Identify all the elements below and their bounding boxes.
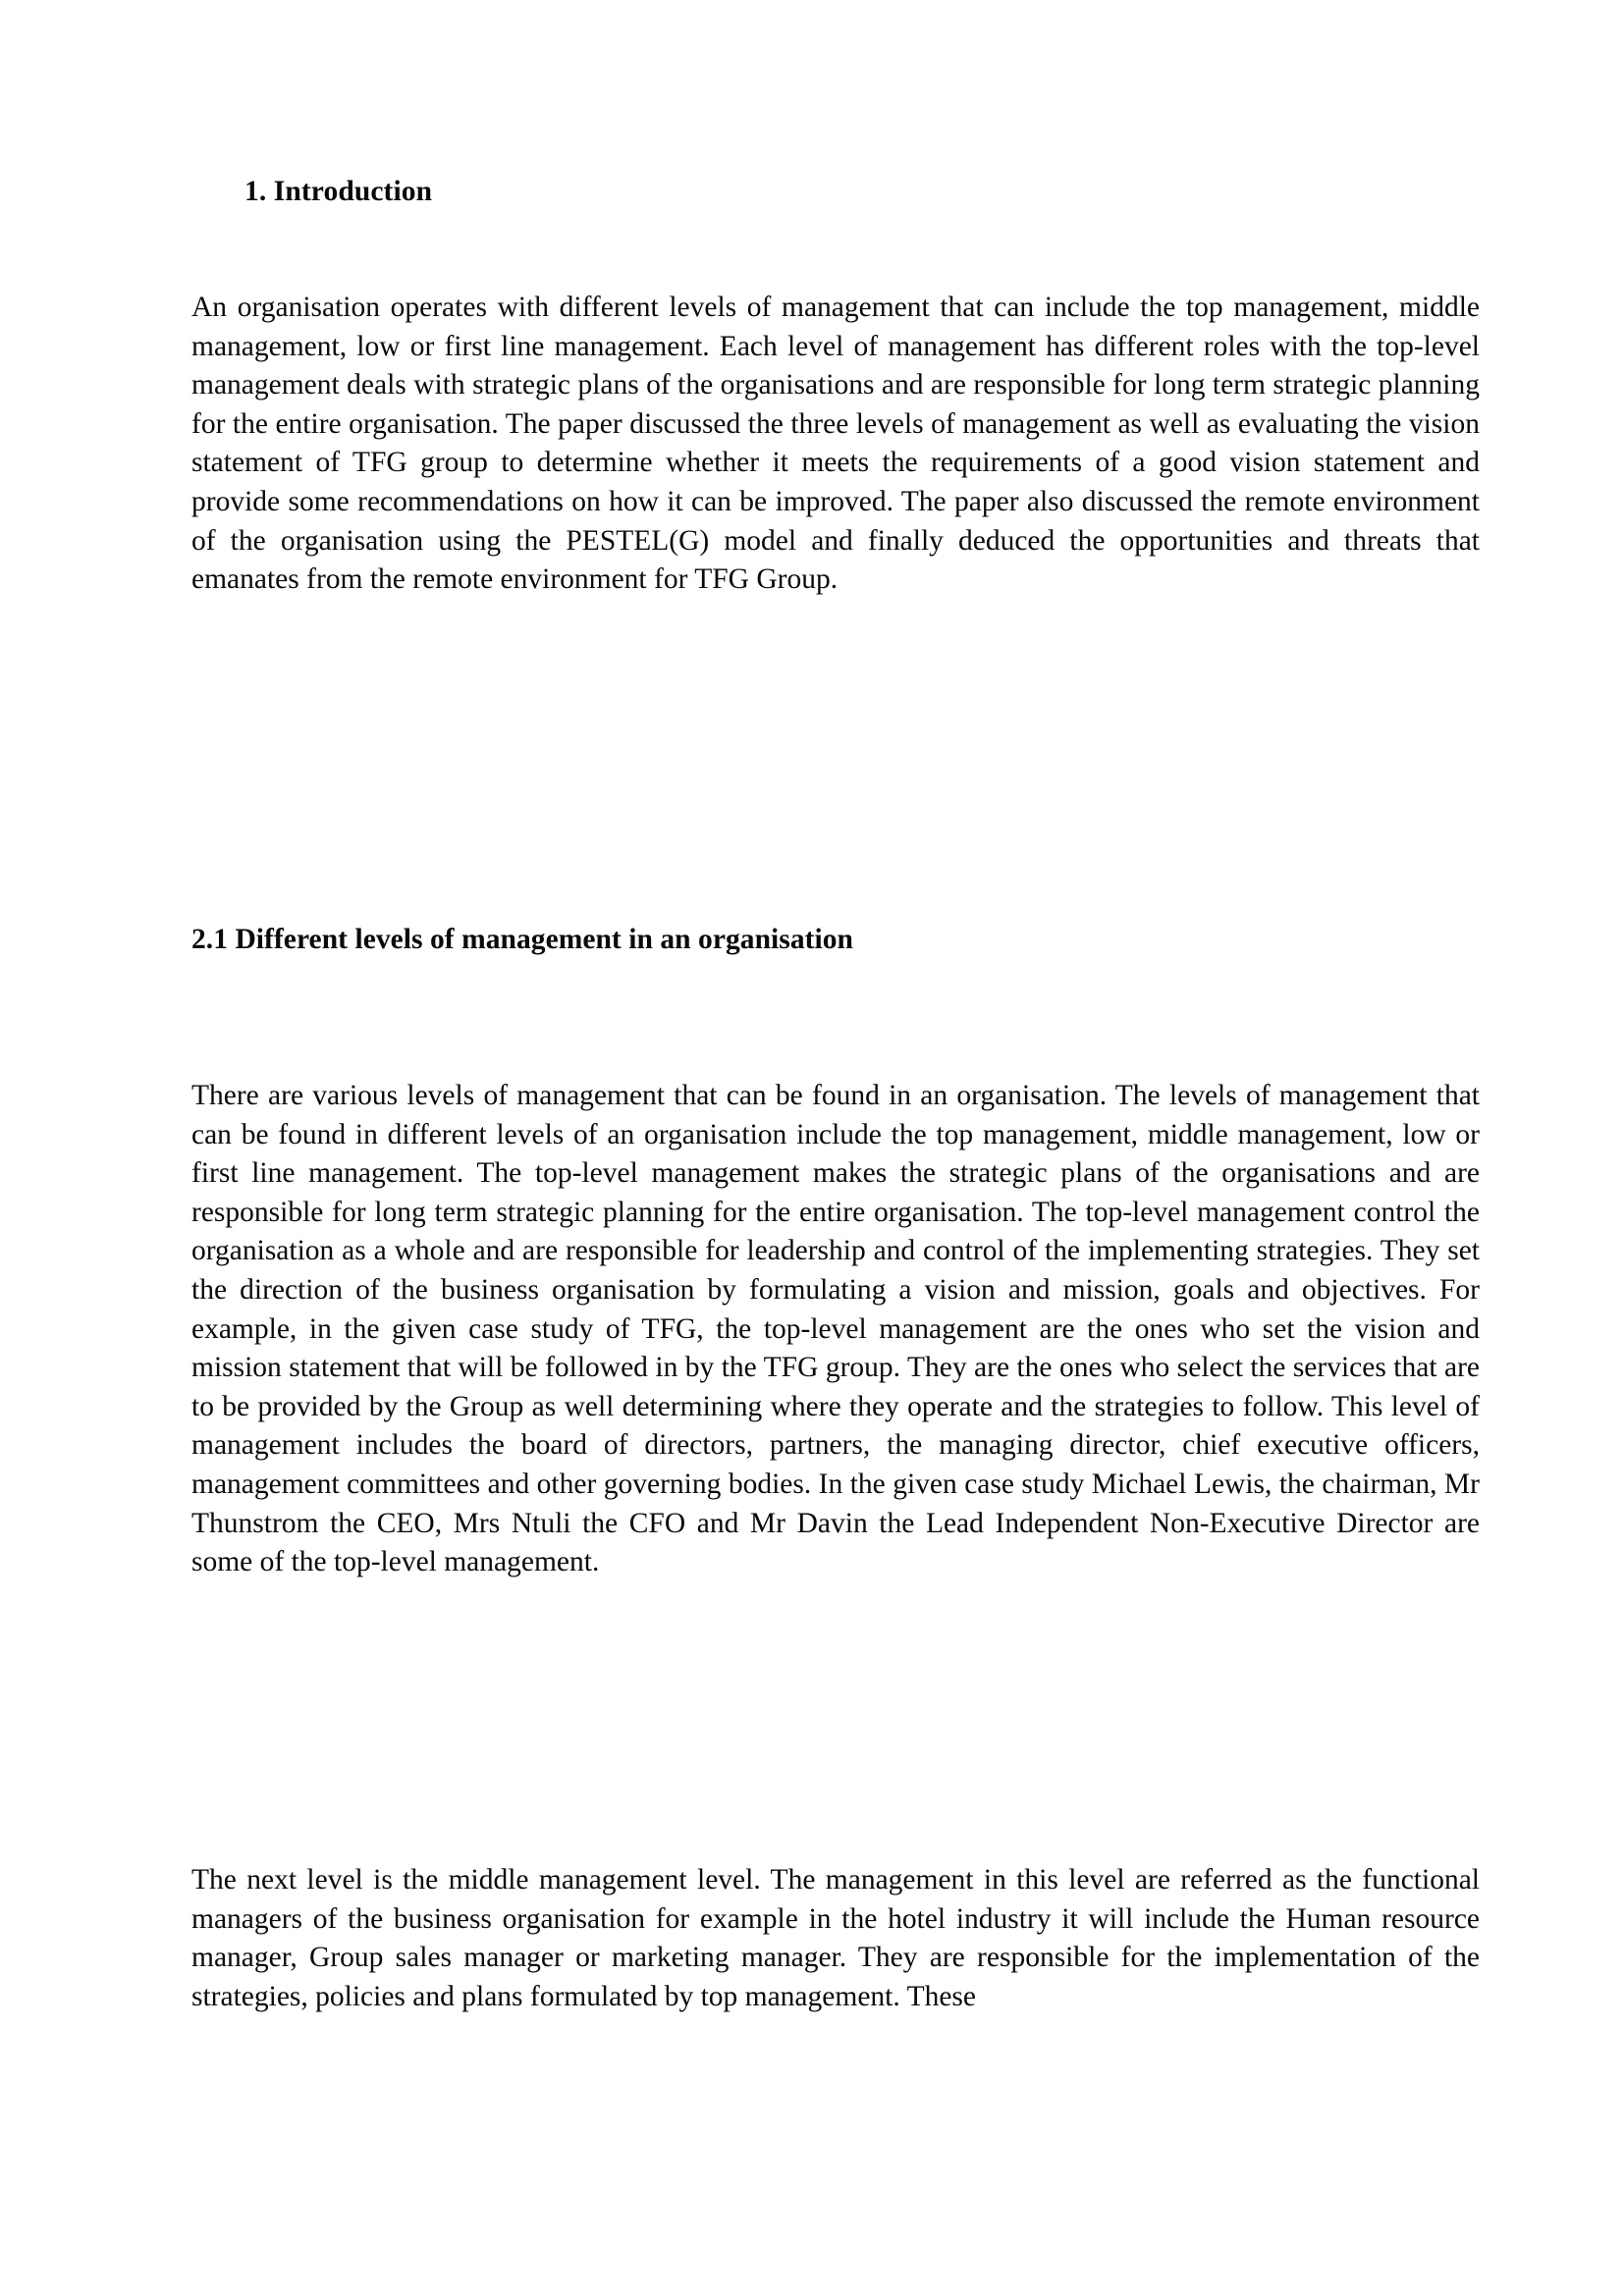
section-heading-introduction-wrap <box>191 178 1480 207</box>
paragraph-middle-management-wrap <box>191 1861 1480 2016</box>
paragraph-introduction-wrap <box>191 289 1480 600</box>
section-heading-levels-of-management: 2.1 Different levels of management in an organisation <box>191 924 853 955</box>
paragraph-introduction: An organisation operates with different levels of management that can include the top management, middle management, low or first line management. Each level of management has different roles with the top-level management deals with strategic plans of the organisations and are responsible for long term strategic planning for the entire organisation. The paper discussed the three levels of management as well as evaluating the vision statement of TFG group to determine whether it meets the requirements of a good vision statement and provide some recommendations on how it can be improved. The paper also discussed the remote environment of the organisation using the PESTEL(G) model and finally deduced the opportunities and threats that emanates from the remote environment for TFG Group. <box>191 292 1480 596</box>
paragraph-levels-overview: There are various levels of management that can be found in an organisation. The levels of management that can be found in different levels of an organisation include the top management, middle management, low or first line management. The top-level management makes the strategic plans of the organisations and are responsible for long term strategic planning for the entire organisation. The top-level management control the organisation as a whole and are responsible for leadership and control of the implementing strategies. They set the direction of the business organisation by formulating a vision and mission, goals and objectives. For example, in the given case study of TFG, the top-level management are the ones who set the vision and mission statement that will be followed in by the TFG group. They are the ones who select the services that are to be provided by the Group as well determining where they operate and the strategies to follow. This level of management includes the board of directors, partners, the managing director, chief executive officers, management committees and other governing bodies. In the given case study Michael Lewis, the chairman, Mr Thunstrom the CEO, Mrs Ntuli the CFO and Mr Davin the Lead Independent Non-Executive Director are some of the top-level management. <box>191 1080 1480 1578</box>
paragraph-levels-overview-wrap <box>191 1077 1480 1582</box>
paragraph-middle-management: The next level is the middle management level. The management in this level are referred as the functional managers of the business organisation for example in the hotel industry it will include the Human resource manager, Group sales manager or marketing manager. They are responsible for the implementation of the strategies, policies and plans formulated by top management. These <box>191 1864 1480 2012</box>
section-heading-levels-wrap <box>191 926 1480 955</box>
section-heading-introduction: 1. Introduction <box>244 176 433 207</box>
